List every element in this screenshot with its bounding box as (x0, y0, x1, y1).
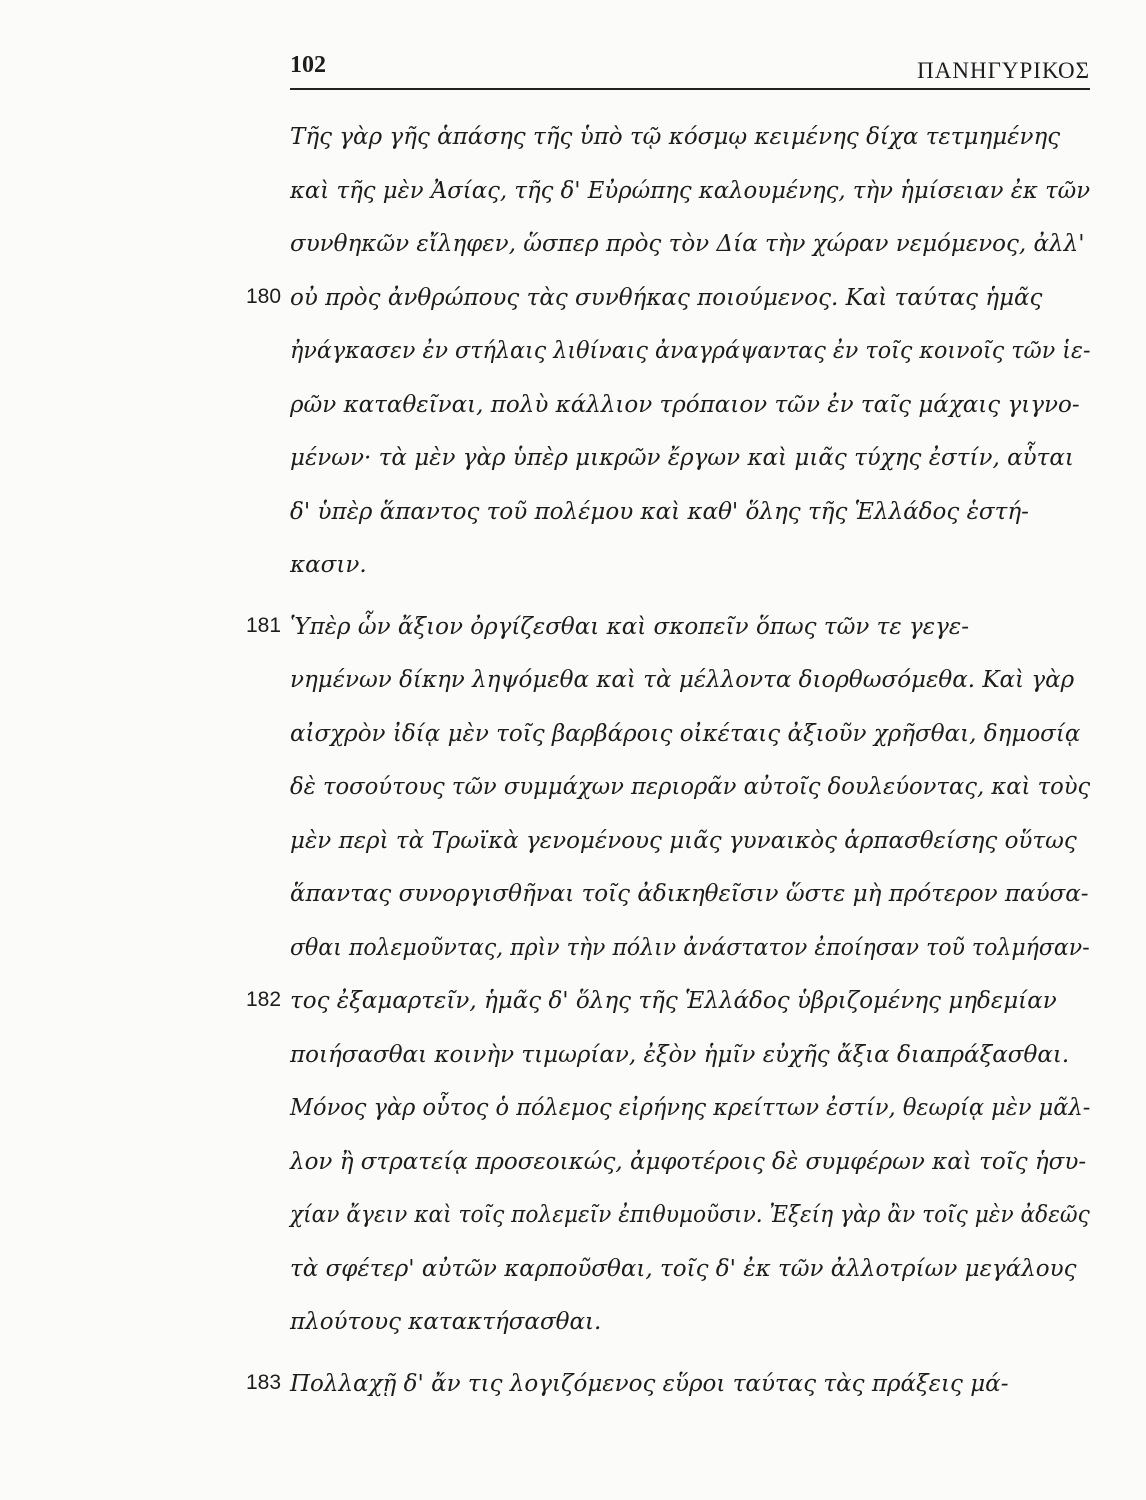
line-text: σθαι πολεμοῦντας, πρὶν τὴν πόλιν ἀνάστατον ἐποίησαν τοῦ τολμήσαν- (290, 934, 1090, 961)
line-number: 182 (246, 988, 282, 1011)
header-rule (290, 88, 1090, 90)
text-line (0, 540, 1146, 594)
text-line (0, 1083, 1146, 1137)
line-text: Ὑπὲρ ὧν ἄξιον ὀργίζεσθαι καὶ σκοπεῖν ὅπως τῶν τε γεγε- (290, 613, 969, 640)
line-text: μὲν περὶ τὰ Τρωϊκὰ γενομένους μιᾶς γυναικὸς ἁρπασθείσης οὕτως (290, 827, 1077, 854)
line-text: κασιν. (290, 552, 367, 578)
text-line (0, 326, 1146, 380)
text-line (0, 112, 1146, 166)
text-line (0, 1244, 1146, 1298)
text-line (0, 923, 1146, 977)
text-line (0, 1030, 1146, 1084)
text-line (0, 433, 1146, 487)
page-number: 102 (290, 52, 326, 78)
line-text: οὐ πρὸς ἀνθρώπους τὰς συνθήκας ποιούμενος. Καὶ ταύτας ἡμᾶς (290, 284, 1043, 311)
text-line (0, 869, 1146, 923)
text-line (0, 487, 1146, 541)
line-text: λον ἢ στρατείᾳ προσεοικώς, ἀμφοτέροις δὲ συμφέρων καὶ τοῖς ἡσυ- (290, 1148, 1087, 1175)
line-text: συνθηκῶν εἴληφεν, ὥσπερ πρὸς τὸν Δία τὴν χώραν νεμόμενος, ἀλλ' (290, 231, 1085, 257)
text-line (0, 1190, 1146, 1244)
running-title: ΠΑΝΗΓΥΡΙΚΟΣ (917, 58, 1090, 83)
text-line (0, 1297, 1146, 1351)
line-text: Πολλαχῇ δ' ἄν τις λογιζόμενος εὕροι ταύτας τὰς πράξεις μά- (290, 1370, 1009, 1397)
line-text: αἰσχρὸν ἰδίᾳ μὲν τοῖς βαρβάροις οἰκέταις ἀξιοῦν χρῆσθαι, δημοσίᾳ (290, 720, 1081, 747)
text-line (0, 816, 1146, 870)
line-text: Μόνος γὰρ οὗτος ὁ πόλεμος εἰρήνης κρείττων ἐστίν, θεωρίᾳ μὲν μᾶλ- (290, 1095, 1091, 1121)
line-text: τος ἐξαμαρτεῖν, ἡμᾶς δ' ὅλης τῆς Ἑλλάδος ὑβριζομένης μηδεμίαν (290, 988, 1057, 1014)
line-text: δὲ τοσούτους τῶν συμμάχων περιορᾶν αὐτοῖς δουλεύοντας, καὶ τοὺς (290, 774, 1091, 800)
text-line (0, 1137, 1146, 1191)
line-text: ρῶν καταθεῖναι, πολὺ κάλλιον τρόπαιον τῶν ἐν ταῖς μάχαις γιγνο- (290, 391, 1080, 418)
text-line (0, 709, 1146, 763)
text-body (0, 112, 1146, 1412)
line-text: πλούτους κατακτήσασθαι. (290, 1309, 602, 1335)
line-number: 181 (246, 613, 282, 637)
text-line (0, 655, 1146, 709)
line-number: 180 (246, 284, 282, 308)
line-text: μένων· τὰ μὲν γὰρ ὑπὲρ μικρῶν ἔργων καὶ μιᾶς τύχης ἐστίν, αὗται (290, 445, 1074, 471)
line-text: ποιήσασθαι κοινὴν τιμωρίαν, ἐξὸν ἡμῖν εὐχῆς ἄξια διαπράξασθαι. (290, 1041, 1070, 1068)
text-line (0, 273, 1146, 327)
text-line (0, 976, 1146, 1030)
line-text: ἅπαντας συνοργισθῆναι τοῖς ἀδικηθεῖσιν ὥστε μὴ πρότερον παύσα- (290, 881, 1089, 907)
text-line (0, 762, 1146, 816)
text-line (0, 166, 1146, 220)
text-line (0, 380, 1146, 434)
line-text: δ' ὑπὲρ ἅπαντος τοῦ πολέμου καὶ καθ' ὅλης τῆς Ἑλλάδος ἑστή- (290, 498, 1029, 525)
text-line (0, 1359, 1146, 1413)
line-text: Τῆς γὰρ γῆς ἁπάσης τῆς ὑπὸ τῷ κόσμῳ κειμένης δίχα τετμημένης (290, 124, 1061, 150)
line-text: χίαν ἄγειν καὶ τοῖς πολεμεῖν ἐπιθυμοῦσιν. Ἐξείη γὰρ ἂν τοῖς μὲν ἀδεῶς (290, 1202, 1090, 1228)
line-text: καὶ τῆς μὲν Ἀσίας, τῆς δ' Εὐρώπης καλουμένης, τὴν ἡμίσειαν ἐκ τῶν (290, 177, 1091, 204)
text-line (0, 219, 1146, 273)
line-text: ἠνάγκασεν ἐν στήλαις λιθίναις ἀναγράψαντας ἐν τοῖς κοινοῖς τῶν ἱε- (290, 338, 1091, 364)
page-header (290, 46, 1090, 94)
line-text: νημένων δίκην ληψόμεθα καὶ τὰ μέλλοντα διορθωσόμεθα. Καὶ γὰρ (290, 667, 1075, 693)
text-line (0, 602, 1146, 656)
line-number: 183 (246, 1370, 282, 1394)
line-text: τὰ σφέτερ' αὐτῶν καρποῦσθαι, τοῖς δ' ἐκ τῶν ἀλλοτρίων μεγάλους (290, 1255, 1077, 1282)
